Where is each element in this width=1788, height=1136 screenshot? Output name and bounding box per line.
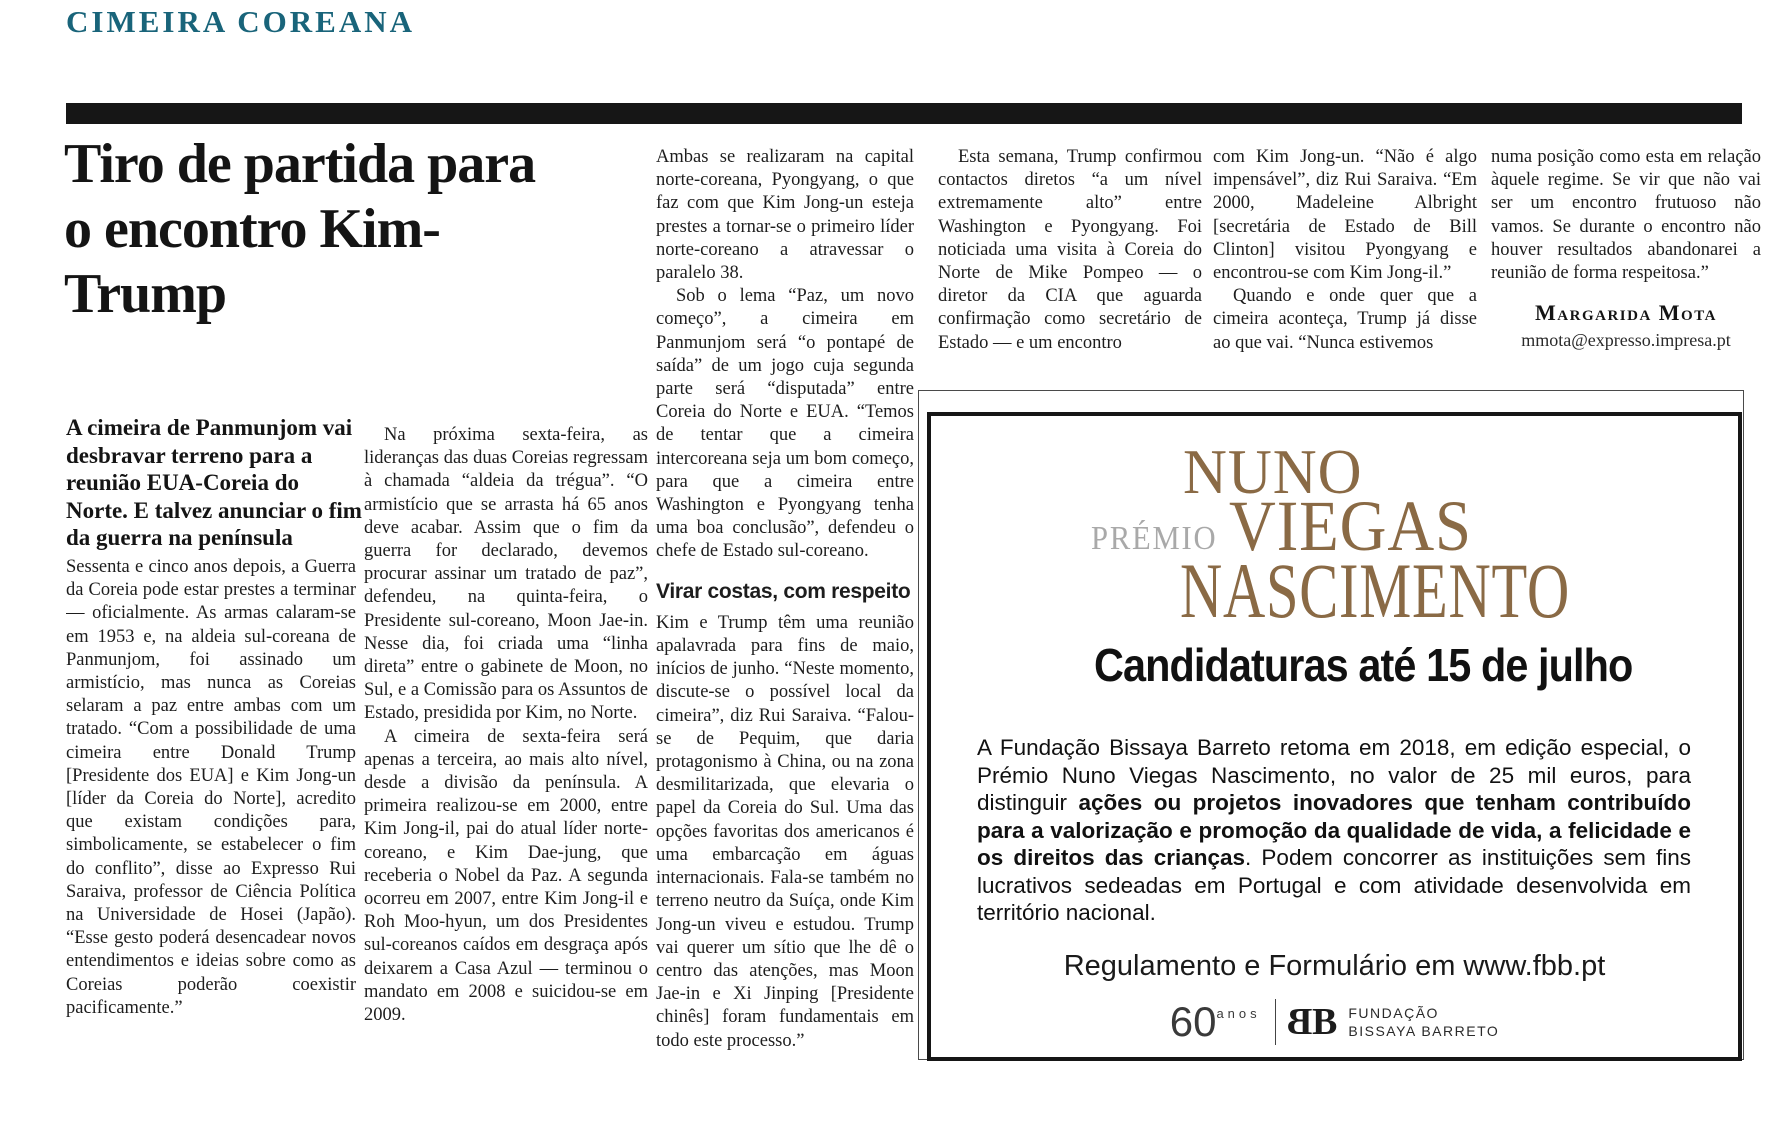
article-paragraph: Esta semana, Trump confirmou contactos diretos “a um nível extremamente alto” entre Washington e Pyongyang. Foi noticiada uma visita à Coreia do Norte de Mike Pompeo — o diretor da CIA que aguarda confirmação como secretário de Estado — e um encontro [938, 147, 1202, 353]
section-kicker: CIMEIRA COREANA [66, 4, 415, 39]
article-column-5 [1213, 146, 1477, 384]
article-paragraph: Sessenta e cinco anos depois, a Guerra da Coreia pode estar prestes a terminar — oficialmente. As armas calaram-se em 1953 e, na aldeia sul-coreana de Panmunjom, foi assinado um armistício, mas nunca as Coreias selaram a paz entre ambas com um tratado. “Com a possibilidade de uma cimeira entre Donald Trump [Presidente dos EUA] e Kim Jong-un [líder da Coreia do Norte], acredito que existam condições para, simbolicamente, se estabelecer o fim do conflito”, disse ao Expresso Rui Saraiva, professor de Ciência Política na Universidade de Hosei (Japão). “Esse gesto poderá desencadear novos entendimentos e ideias sobre como as Coreias poderão coexistir pacificamente.” [66, 557, 356, 1018]
foundation-name [1348, 1004, 1499, 1040]
logo-divider [1275, 999, 1276, 1045]
ad-body-normal-start: A Fundação Bissaya Barreto retoma em 2018, em edição especial, o Prémio Nuno Viegas Nascimento, no valor de 25 mil euros, para distinguir [977, 735, 1691, 815]
bb-right-letter: B [1312, 1001, 1335, 1043]
article-subhead: Virar costas, com respeito [656, 579, 911, 603]
article-paragraph: Sob o lema “Paz, um novo começo”, a cimeira em Panmunjom será “o pontapé de saída” de um jogo cuja segunda parte será “disputada” entre Coreia do Norte e EUA. “Temos de tentar que a cimeira intercoreana seja um bom começo, para que a cimeira entre Washington e Pyongyang tenha uma boa conclusão”, defendeu o chefe de Estado sul-coreano. [656, 286, 914, 562]
ad-body-normal-end: . Podem concorrer as instituições sem fins lucrativos sedeadas em Portugal e com atividade desenvolvida em território nacional. [977, 845, 1691, 925]
logo-60-number: 60 [1169, 998, 1217, 1045]
ad-logo-row [931, 998, 1738, 1046]
article-paragraph: Na próxima sexta-feira, as lideranças das duas Coreias regressam à chamada “aldeia da trégua”. “O armistício que se arrasta há 65 anos deve acabar. Assim que o fim da guerra for declarado, devemos procurar assinar um tratado de paz”, defendeu, na quinta-feira, o Presidente sul-coreano, Moon Jae-in. Nesse dia, foi criada uma “linha direta” entre o gabinete de Moon, no Sul, e a Comissão para os Assuntos de Estado, presidida por Kim, no Norte. [364, 425, 648, 724]
logo-anos-label: anos [1216, 1006, 1261, 1021]
foundation-name-line2: BISSAYA BARRETO [1348, 1023, 1500, 1039]
60-anos-logo [1169, 998, 1261, 1045]
byline: Margarida Mota [1535, 300, 1717, 325]
article-paragraph: Quando e onde quer que a cimeira aconteça, Trump já disse ao que vai. “Nunca estivemos [1213, 286, 1477, 353]
article-headline: Tiro de partida para o encontro Kim-Trump [64, 133, 536, 325]
bb-left-letter: B [1289, 1001, 1313, 1043]
article-paragraph: com Kim Jong-un. “Não é algo impensável”, diz Rui Saraiva. “Em 2000, Madeleine Albright [secretária de Estado de Bill Clinton] visitou Pyongyang e encontrou-se com Kim Jong-il.” [1213, 147, 1477, 284]
ad-body-text [977, 734, 1691, 927]
ad-bissaya-barreto [927, 412, 1742, 1061]
article-paragraph: Kim e Trump têm uma reunião apalavrada para fins de maio, inícios de junho. “Neste momento, discute-se o possível local da cimeira”, diz Rui Saraiva. “Falou-se de Pequim, que daria protagonismo à China, ou na zona desmilitarizada, que elevaria o papel da Coreia do Sul. Uma das opções favoritas dos americanos é uma embarcação em águas internacionais. Fala-se também no terreno neutro da Suíça, onde Kim Jong-un viveu e estudou. Trump vai querer um sítio que lhe dê o centro das atenções, mas Moon Jae-in e Xi Jinping [Presidente chinês] foram fundamentais em todo este processo.” [656, 612, 914, 1051]
ad-title-nuno: NUNO [1183, 436, 1363, 507]
ad-title-nascimento: NASCIMENTO [1180, 547, 1570, 634]
article-column-3 [656, 146, 914, 1126]
ad-title-viegas: VIEGAS [1229, 486, 1472, 566]
ad-deadline: Candidaturas até 15 de julho [1094, 639, 1633, 691]
ad-regulation-link-text: Regulamento e Formulário em www.fbb.pt [1063, 950, 1606, 982]
article-paragraph: A cimeira de sexta-feira será apenas a terceira, ao mais alto nível, desde a divisão da península. A primeira realizou-se em 2000, entre Kim Jong-il, pai do atual líder norte-coreano, e Kim Dae-jung, que receberia o Nobel da Paz. A segunda ocorreu em 2007, entre Kim Jong-il e Roh Moo-hyun, um dos Presidentes sul-coreanos caídos em desgraça após deixarem a Casa Azul — terminou o mandato em 2008 e suicidou-se em 2009. [364, 726, 648, 1026]
article-column-2 [364, 424, 648, 1130]
top-rule-bar [66, 103, 1742, 124]
article-column-1 [66, 556, 356, 1131]
bb-monogram-logo [1290, 1003, 1335, 1041]
ad-body-bold: ações ou projetos inovadores que tenham contribuído para a valorização e promoção da qualidade de vida, a felicidade e os direitos das crianças [977, 790, 1691, 870]
article-column-4 [938, 146, 1202, 384]
article-paragraph: Ambas se realizaram na capital norte-coreana, Pyongyang, o que faz com que Kim Jong-un esteja prestes a tornar-se o primeiro líder norte-coreano a atravessar o paralelo 38. [656, 147, 914, 284]
ad-premio-label: PRÉMIO [1091, 520, 1218, 557]
author-email: mmota@expresso.impresa.pt [1521, 330, 1731, 350]
article-paragraph: numa posição como esta em relação àquele regime. Se vir que não vai ser um encontro frutuoso não vamos. Se durante o encontro não houver resultados abandonarei a reunião de forma respeitosa.” [1491, 147, 1761, 284]
article-lede: A cimeira de Panmunjom vai desbravar terreno para a reunião EUA-Coreia do Norte. E talvez anunciar o fim da guerra na península [66, 415, 362, 550]
article-column-6 [1491, 146, 1761, 390]
foundation-name-line1: FUNDAÇÃO [1348, 1004, 1439, 1021]
